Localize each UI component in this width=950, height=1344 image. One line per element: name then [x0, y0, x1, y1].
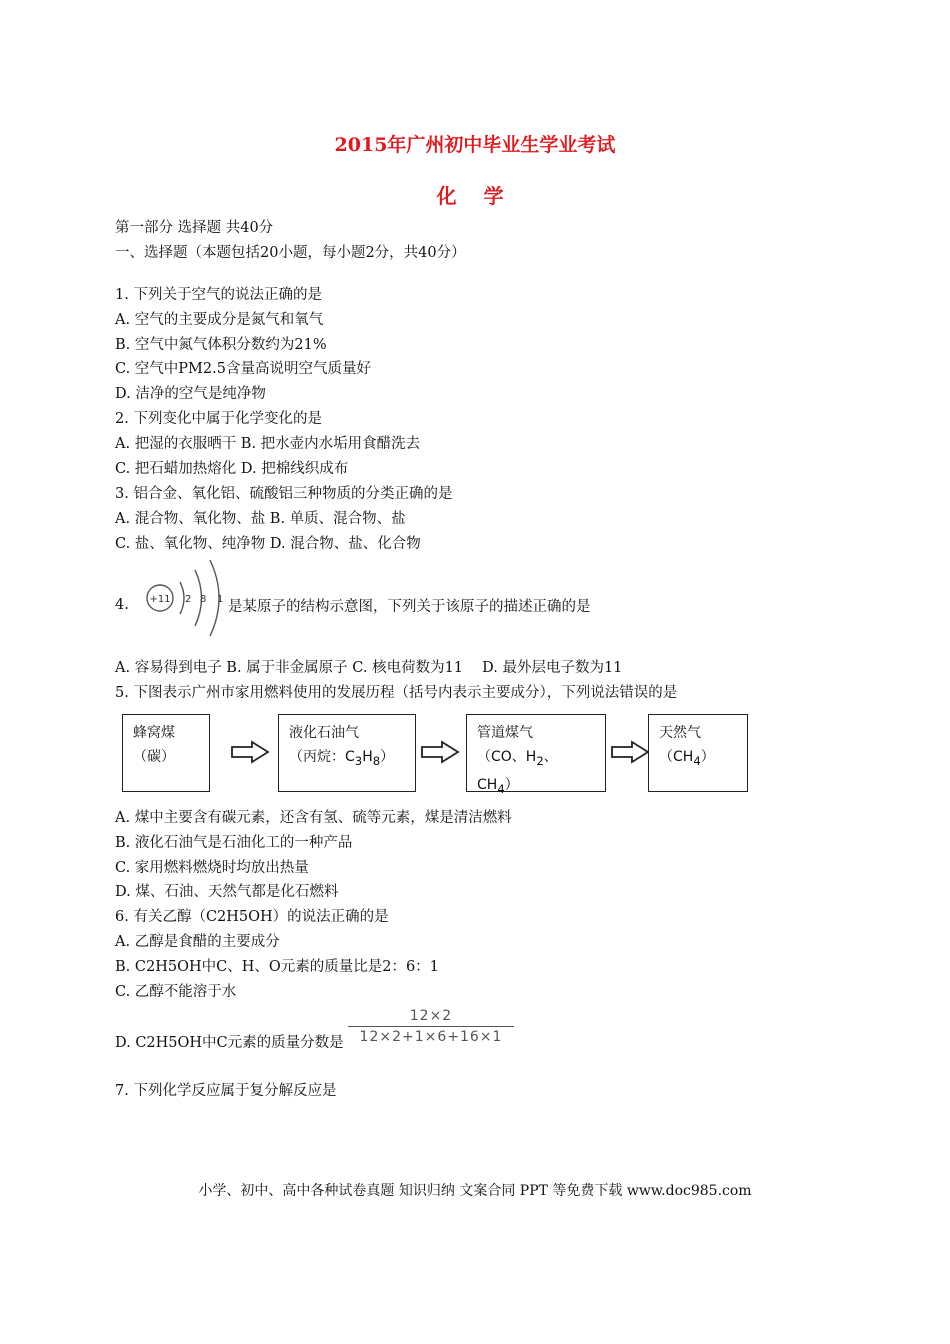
subject-title: 化 学 [436, 184, 514, 208]
fuel-flow-diagram [120, 712, 760, 794]
q6-stem: 6. 有关乙醇（C2H5OH）的说法正确的是 [115, 909, 389, 925]
fuel-box-lpg [278, 714, 416, 792]
q2-options-cd: C. 把石蜡加热熔化 D. 把棉线织成布 [115, 461, 349, 477]
page-footer [0, 1180, 950, 1200]
q5-stem: 5. 下图表示广州市家用燃料使用的发展历程（括号内表示主要成分），下列说法错误的是 [115, 685, 678, 701]
q6-option-c: C. 乙醇不能溶于水 [115, 984, 237, 1000]
q1-option-b: B. 空气中氮气体积分数约为21% [115, 337, 327, 353]
q1-option-a: A. 空气的主要成分是氮气和氧气 [115, 312, 324, 328]
fuel-name: 蜂窝煤 [133, 725, 175, 741]
q5-option-b: B. 液化石油气是石油化工的一种产品 [115, 835, 353, 851]
fuel-name: 天然气 [659, 725, 701, 741]
q5-option-c: C. 家用燃料燃烧时均放出热量 [115, 860, 309, 876]
fuel-composition: $(CH_4)$ [659, 749, 715, 768]
q7-stem: 7. 下列化学反应属于复分解反应是 [115, 1083, 337, 1099]
arrow-right-icon [420, 740, 460, 764]
q5-option-d: D. 煤、石油、天然气都是化石燃料 [115, 884, 339, 900]
q1-stem: 1. 下列关于空气的说法正确的是 [115, 287, 322, 303]
q5-option-a: A. 煤中主要含有碳元素，还含有氢、硫等元素，煤是清洁燃料 [115, 810, 512, 826]
fuel-composition: （丙烷：$C_3H_8$） [289, 749, 395, 768]
arrow-right-icon [610, 740, 650, 764]
footer-site: www.doc985.com [626, 1183, 752, 1199]
fuel-composition: （碳） [133, 749, 175, 765]
fuel-name: 管道煤气 [477, 725, 533, 741]
q2-options-ab: A. 把湿的衣服晒干 B. 把水壶内水垢用食醋洗去 [115, 436, 421, 452]
footer-text: 小学、初中、高中各种试卷真题 知识归纳 文案合同 PPT 等免费下载 [198, 1183, 627, 1199]
shell-3-electrons: 1 [217, 594, 224, 605]
q4-number: 4. [115, 597, 129, 613]
arrow-right-icon [230, 740, 270, 764]
shell-1-electrons: 2 [185, 594, 192, 605]
fraction-denominator: 12×2+1×6+16×1 [359, 1029, 503, 1045]
q3-options-ab: A. 混合物、氧化物、盐 B. 单质、混合物、盐 [115, 511, 406, 527]
q3-stem: 3. 铝合金、氧化铝、硫酸铝三种物质的分类正确的是 [115, 486, 453, 502]
q6-option-d: D. C2H5OH中C元素的质量分数是 [115, 1035, 344, 1051]
q1-option-c: C. 空气中PM2.5含量高说明空气质量好 [115, 361, 371, 377]
q6-option-b: B. C2H5OH中C、H、O元素的质量比是2：6：1 [115, 959, 439, 975]
fuel-box-honeycomb-coal [122, 714, 210, 792]
q2-stem: 2. 下列变化中属于化学变化的是 [115, 411, 322, 427]
q6-option-a: A. 乙醇是食醋的主要成分 [115, 934, 280, 950]
section-instruction: 一、选择题（本题包括20小题，每小题2分，共40分） [115, 245, 466, 261]
fraction-numerator: 12×2 [348, 1008, 514, 1027]
shell-2-electrons: 8 [200, 594, 207, 605]
atom-structure-diagram [140, 556, 230, 640]
q4-stem: 是某原子的结构示意图，下列关于该原子的描述正确的是 [228, 599, 591, 615]
q1-option-d: D. 洁净的空气是纯净物 [115, 386, 266, 402]
shell-arc-1 [180, 582, 184, 614]
fuel-name: 液化石油气 [289, 725, 359, 741]
part-heading: 第一部分 选择题 共40分 [115, 220, 274, 236]
q4-options: A. 容易得到电子 B. 属于非金属原子 C. 核电荷数为11 D. 最外层电子数为11 [115, 660, 623, 676]
exam-title: 2015年广州初中毕业生学业考试 [334, 134, 616, 156]
mass-fraction-formula [348, 1008, 514, 1045]
fuel-box-natural-gas [648, 714, 748, 792]
nucleus-charge: +11 [149, 594, 171, 605]
fuel-box-pipeline-gas [466, 714, 606, 796]
q3-options-cd: C. 盐、氧化物、纯净物 D. 混合物、盐、化合物 [115, 536, 421, 552]
fuel-composition: （CO、$H_2$、$CH_4$） [477, 749, 558, 796]
